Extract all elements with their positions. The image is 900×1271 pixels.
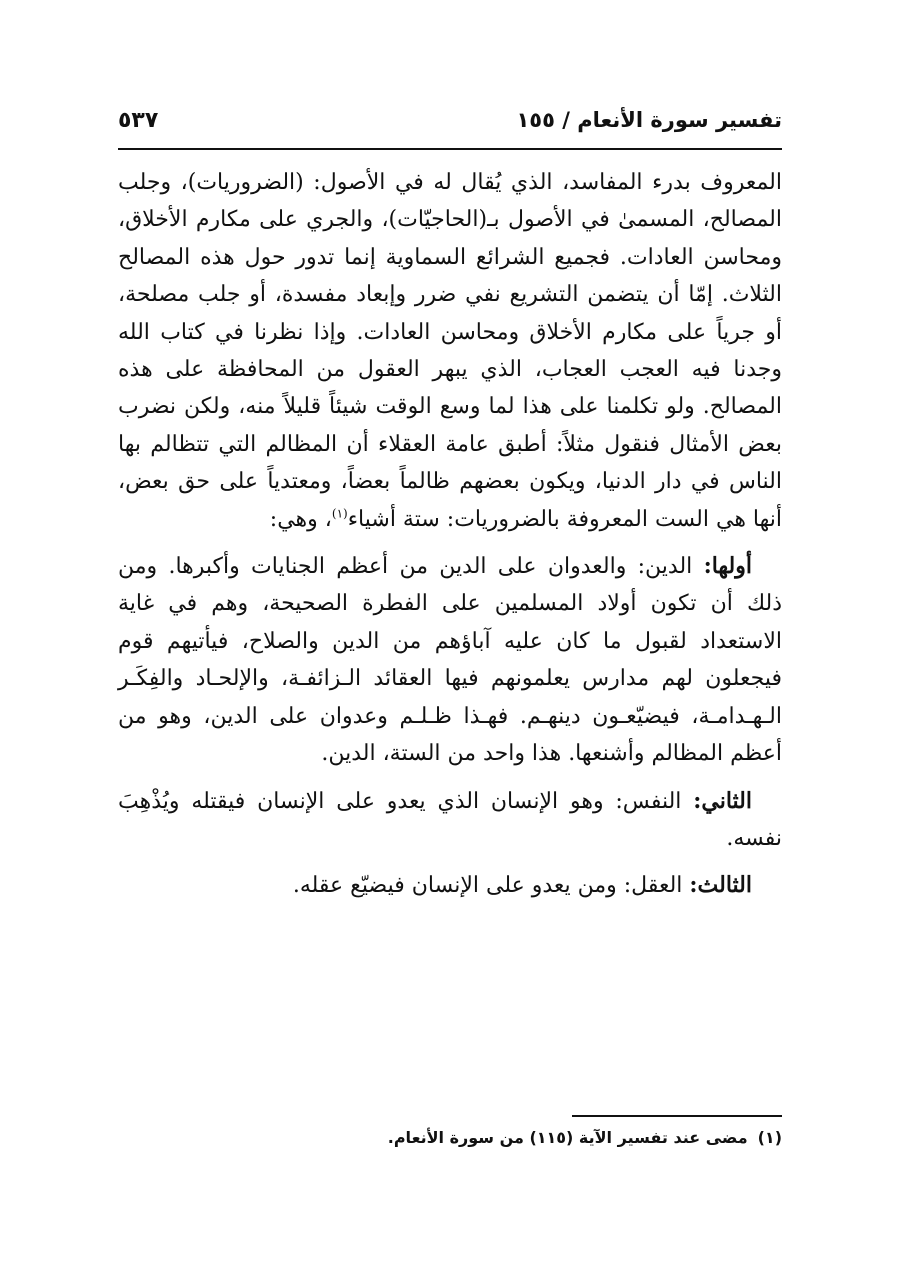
paragraph-lead: الثاني: bbox=[693, 787, 752, 814]
paragraph-third-intellect bbox=[118, 867, 782, 904]
paragraph-text: الدين: والعدوان على الدين من أعظم الجنايات وأكبرها. ومن ذلك أن تكون أولاد المسلمين على الفطرة الصحيحة، وهم في غاية الاستعداد لقبول ما كان عليه آباؤهم من الدين والصلاح، فيأتيهم قوم فيجعلون لهم مدارس يعلمونهم فيها العقائد الـزائفـة، والإلحـاد والفِكَـر الـهـدامـة، فيضيّعـون دينهـم. فهـذا ظـلـم وعدوان على الدين، وهو من أعظم المظالم وأشنعها. هذا واحد من الستة، الدين. bbox=[118, 554, 782, 767]
footnote-rule bbox=[572, 1115, 782, 1117]
paragraph-tail: ، وهي: bbox=[269, 506, 332, 532]
footnote bbox=[118, 1128, 782, 1147]
paragraph-text: العقل: ومن يعدو على الإنسان فيضيّع عقله. bbox=[292, 873, 690, 899]
page-header bbox=[118, 102, 782, 138]
header-rule bbox=[118, 148, 782, 150]
footnote-reference: (١) bbox=[331, 506, 348, 521]
footnote-number: (١) bbox=[757, 1128, 782, 1147]
paragraph-intro bbox=[118, 164, 782, 538]
paragraph-first-religion bbox=[118, 548, 782, 772]
paragraph-text: النفس: وهو الإنسان الذي يعدو على الإنسان فيقتله ويُذْهِبَ نفسه. bbox=[118, 788, 782, 851]
main-text bbox=[118, 164, 782, 905]
paragraph-lead: أولها: bbox=[703, 553, 752, 580]
footnote-text: مضى عند تفسير الآية (١١٥) من سورة الأنعام. bbox=[387, 1128, 748, 1147]
paragraph-lead: الثالث: bbox=[689, 872, 752, 899]
paragraph-text: المعروف بدرء المفاسد، الذي يُقال له في الأصول: (الضروريات)، وجلب المصالح، المسمىٰ في الأصول بـ(الحاجيّات)، والجري على مكارم الأخلاق، ومحاسن العادات. فجميع الشرائع السماوية إنما تدور حول هذه المصالح الثلاث. إمّا أن يتضمن التشريع نفي ضرر وإبعاد مفسدة، أو جلب مصلحة، أو جرياً على مكارم الأخلاق ومحاسن العادات. وإذا نظرنا في كتاب الله وجدنا فيه العجب العجاب، الذي يبهر العقول من المحافظة على هذه المصالح. ولو تكلمنا على هذا لما وسع الوقت شيئاً قليلاً منه، ولكن نضرب بعض الأمثال فنقول مثلاً: أطبق عامة العقلاء أن المظالم التي تتظالم بها الناس في دار الدنيا، ويكون بعضهم ظالماً بعضاً، ومعتدياً على حق بعض، أنها هي الست المعروفة بالضروريات: ستة أشياء bbox=[118, 170, 782, 532]
page-number: ٥٣٧ bbox=[118, 107, 159, 133]
running-title: تفسير سورة الأنعام / ١٥٥ bbox=[516, 108, 782, 132]
paragraph-second-soul bbox=[118, 783, 782, 858]
